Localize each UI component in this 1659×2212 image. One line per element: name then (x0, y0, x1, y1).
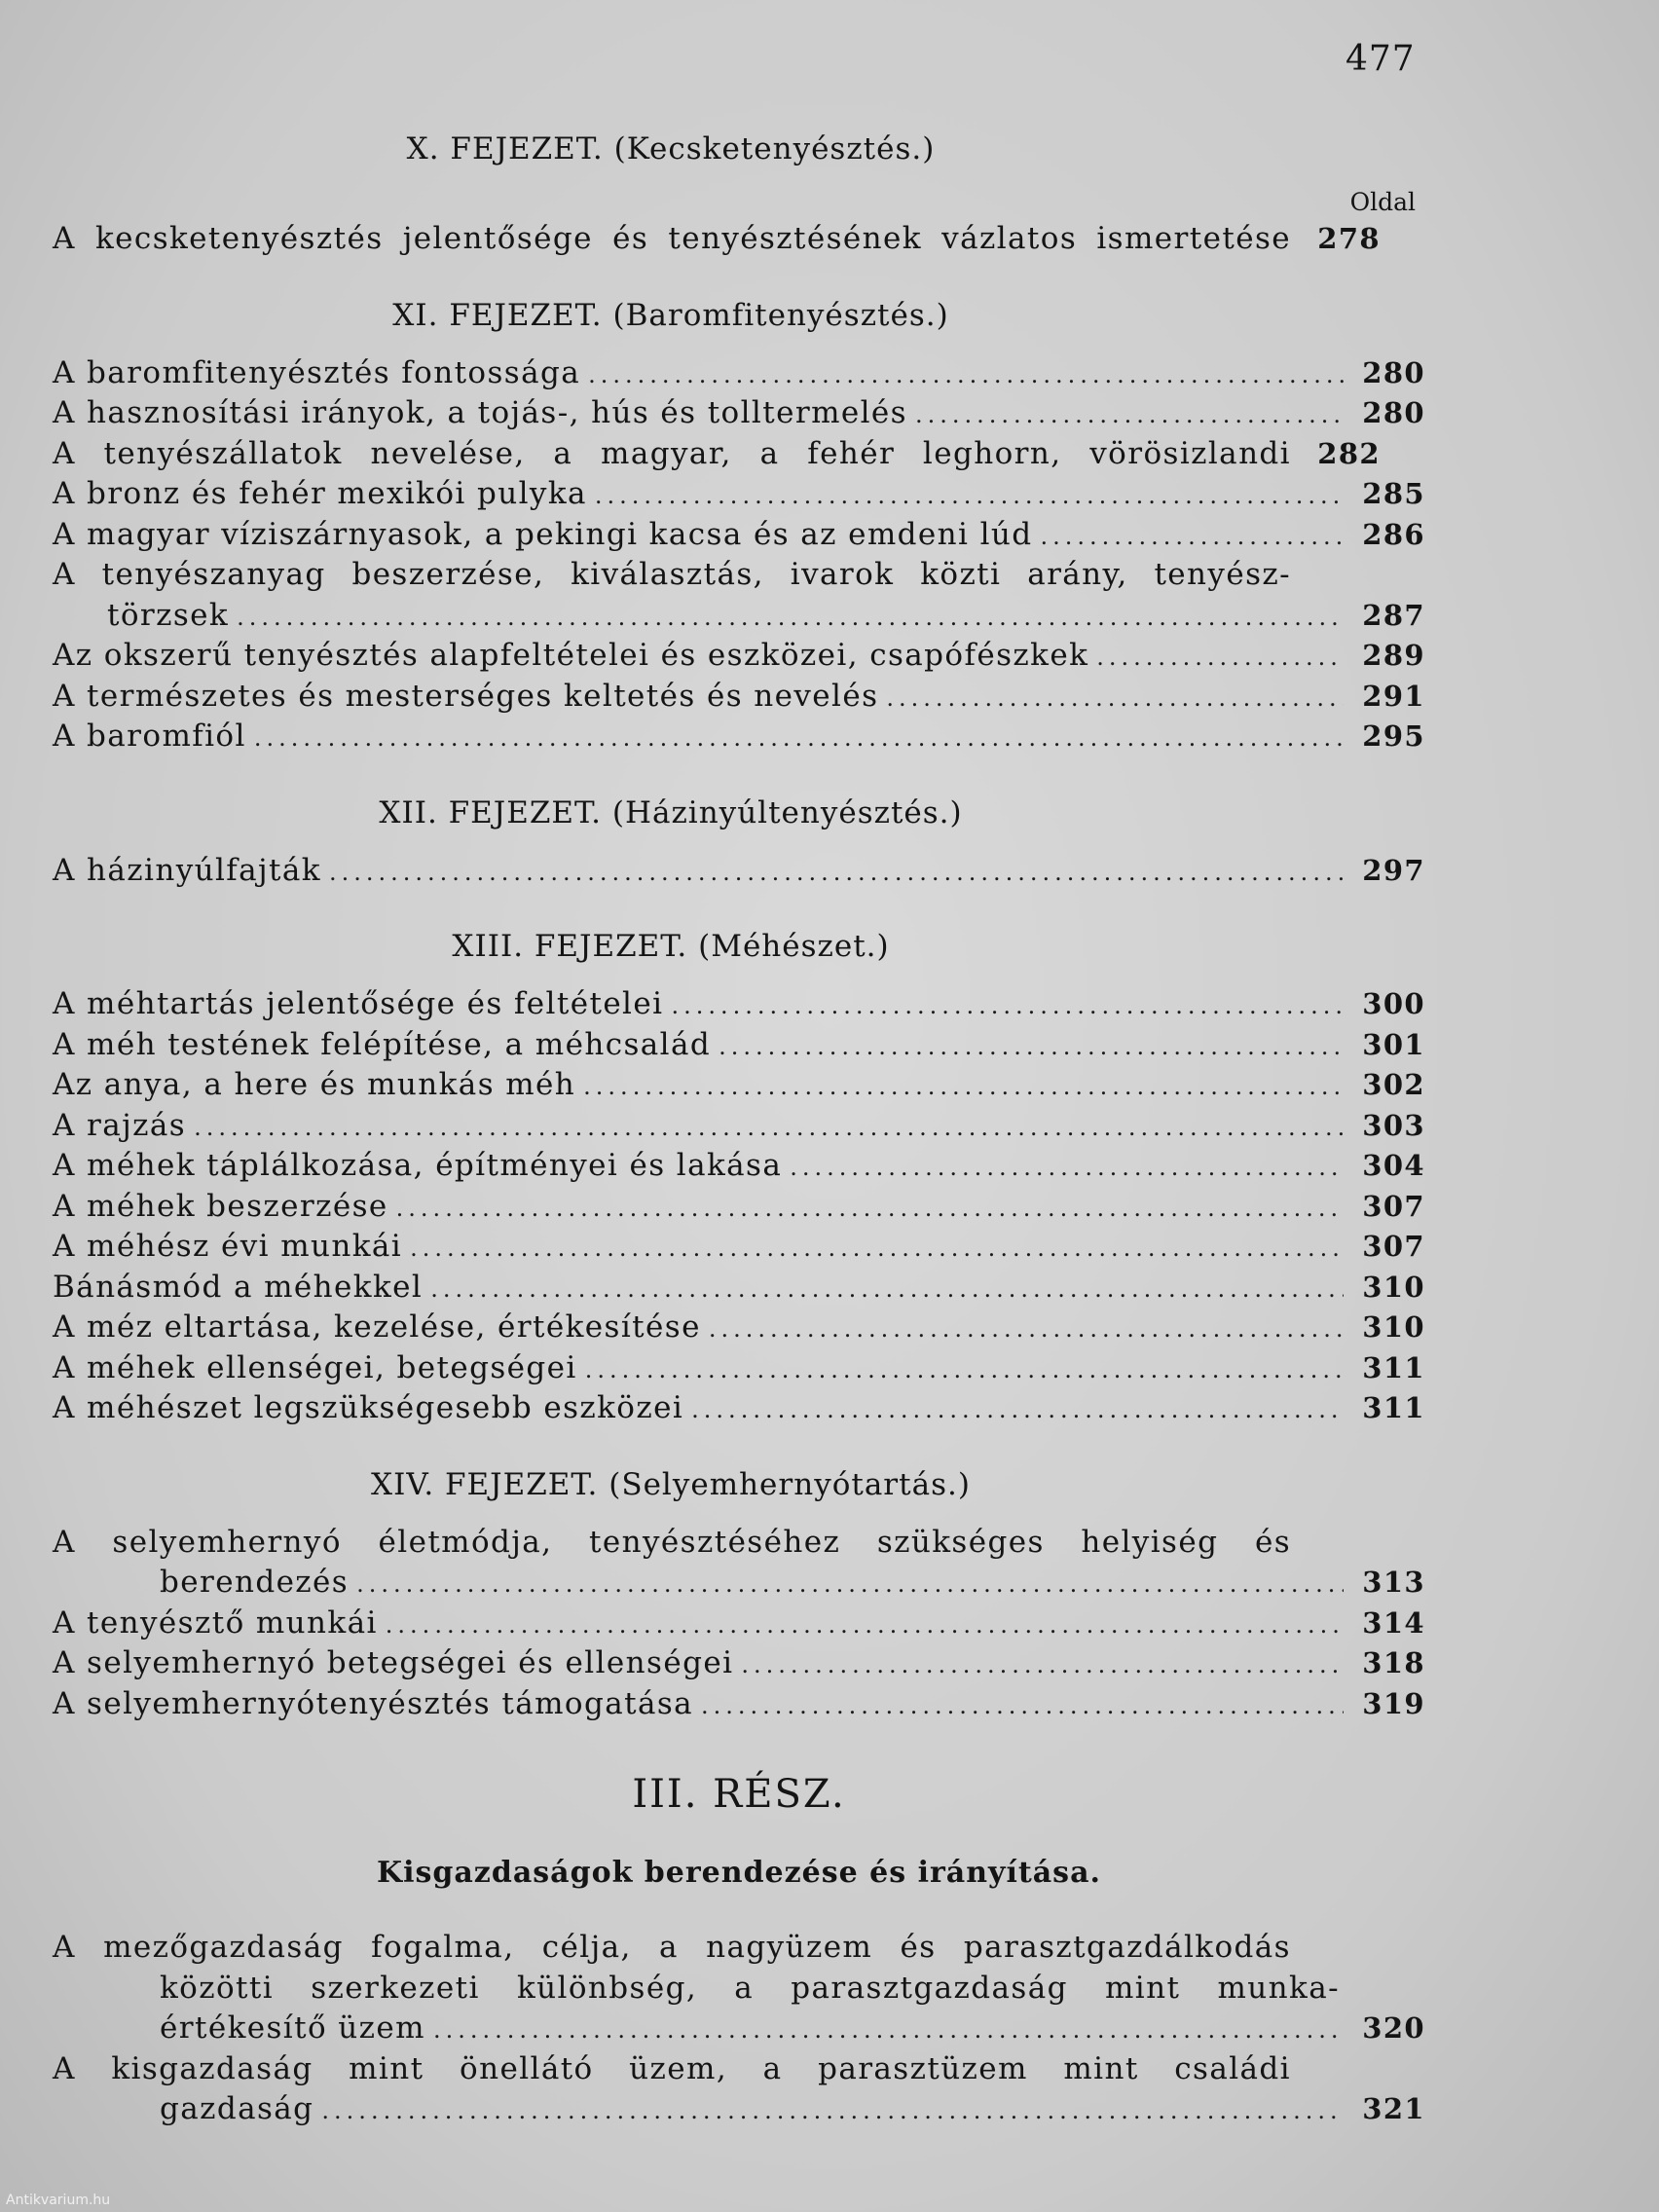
dot-leader (430, 1271, 1344, 1309)
toc-entry (53, 1026, 1425, 1067)
chapter-subtitle: (Selyemhernyótartás.) (608, 1466, 971, 1502)
entry-page-number: 280 (1362, 396, 1425, 429)
section-spacer (53, 261, 1425, 298)
dot-leader (671, 987, 1344, 1026)
dot-leader (741, 1646, 1344, 1685)
entry-page-number: 301 (1362, 1027, 1425, 1061)
toc-entry (53, 985, 1425, 1026)
chapter-subtitle: (Kecsketenyésztés.) (613, 131, 936, 166)
entry-title: A mezőgazdaság fogalma, célja, a nagyüzem és parasztgazdálkodás (53, 1930, 1291, 1965)
chapter-heading (53, 298, 1289, 333)
toc-entry (53, 718, 1425, 758)
entry-page-number: 286 (1362, 517, 1425, 551)
toc-entry (53, 2050, 1425, 2091)
dot-leader (585, 1351, 1344, 1390)
entry-title: Bánásmód a méhekkel (53, 1269, 424, 1305)
dot-leader (691, 1391, 1344, 1430)
entry-title: közötti szerkezeti különbség, a parasztgazdaság mint munka- (160, 1970, 1340, 2006)
entry-title: gazdaság (160, 2091, 314, 2126)
entry-title: A kisgazdaság mint önellátó üzem, a parasztüzem mint családi (53, 2050, 1291, 2086)
entry-page-number: 310 (1362, 1270, 1425, 1304)
entry-title: A baromfiól (53, 719, 246, 754)
entry-title: A tenyészanyag beszerzése, kiválasztás, ivarok közti arány, tenyész- (53, 557, 1291, 592)
entry-title: A tenyészállatok nevelése, a magyar, a fehér leghorn, vörösizlandi (53, 435, 1291, 471)
toc-entry (53, 1524, 1425, 1565)
toc-entry (53, 354, 1425, 395)
toc-entry (53, 1228, 1425, 1269)
entry-page-number: 303 (1362, 1108, 1425, 1142)
chapter-heading (53, 131, 1289, 166)
toc-entry (53, 1644, 1425, 1685)
chapter-heading (53, 795, 1289, 830)
toc-entry (53, 637, 1425, 678)
toc-entry (53, 556, 1425, 597)
entry-title: A hasznosítási irányok, a tojás-, hús és tolltermelés (53, 395, 907, 430)
entry-page-number: 321 (1362, 2092, 1425, 2125)
page-number: 477 (1346, 39, 1416, 79)
chapter-subtitle: (Házinyúltenyésztés.) (611, 794, 963, 830)
entry-page-number: 287 (1362, 598, 1425, 632)
chapter-number: X. FEJEZET. (406, 131, 604, 166)
page-column-header: Oldal (1349, 188, 1416, 216)
dot-leader (709, 1310, 1344, 1349)
section-spacer (53, 892, 1425, 929)
entry-page-number: 285 (1362, 477, 1425, 510)
entry-title: Az anya, a here és munkás méh (53, 1067, 576, 1102)
entry-page-number: 307 (1362, 1230, 1425, 1263)
toc-entry (53, 1066, 1425, 1107)
toc-entry (53, 1309, 1425, 1349)
toc-entry (53, 475, 1425, 516)
entry-page-number: 297 (1362, 853, 1425, 887)
entry-title: A selyemhernyó betegségei és ellenségei (53, 1645, 734, 1680)
entry-title: A kecsketenyésztés jelentősége és tenyésztésének vázlatos ismertetése (53, 221, 1291, 256)
entry-title: A méhek táplálkozása, építményei és lakása (53, 1148, 783, 1183)
toc-entry (53, 435, 1425, 476)
section-spacer (53, 1725, 1425, 1762)
dot-leader (194, 1109, 1344, 1148)
entry-title: A méhek beszerzése (53, 1188, 388, 1224)
entry-title: A természetes és mesterséges keltetés és nevelés (53, 678, 879, 714)
entry-page-number: 282 (1317, 436, 1381, 470)
entry-title: A selyemhernyó életmódja, tenyésztéséhez szükséges helyiség és (53, 1524, 1291, 1560)
toc-entry (53, 1685, 1425, 1726)
toc-entry (53, 1970, 1425, 2010)
dot-leader (356, 1566, 1344, 1604)
dot-leader (701, 1687, 1344, 1726)
entry-title: A méhtartás jelentősége és feltételei (53, 986, 664, 1021)
entry-title: A magyar víziszárnyasok, a pekingi kacsa és az emdeni lúd (53, 516, 1033, 552)
entry-title: berendezés (160, 1565, 350, 1600)
watermark: Antikvarium.hu (6, 2193, 111, 2208)
toc-entry (53, 852, 1425, 893)
toc-entry (53, 1929, 1425, 1970)
toc-entry (53, 394, 1425, 435)
dot-leader (588, 356, 1344, 395)
chapter-number: XIV. FEJEZET. (371, 1466, 599, 1502)
toc-entry (53, 1564, 1425, 1604)
entry-title: A méhész évi munkái (53, 1229, 403, 1264)
entry-title: A méhek ellenségei, betegségei (53, 1349, 577, 1385)
entry-page-number: 307 (1362, 1189, 1425, 1223)
chapter-number: XI. FEJEZET. (392, 297, 603, 333)
dot-leader (396, 1190, 1344, 1229)
toc-entry (53, 597, 1425, 638)
entry-page-number: 311 (1362, 1350, 1425, 1384)
dot-leader (321, 2092, 1344, 2131)
entry-title: A méh testének felépítése, a méhcsalád (53, 1026, 712, 1062)
dot-leader (237, 599, 1344, 638)
toc-entry (53, 1107, 1425, 1148)
entry-title: A baromfitenyésztés fontossága (53, 354, 581, 390)
table-of-contents (53, 131, 1425, 2131)
dot-leader (886, 680, 1344, 719)
dot-leader (790, 1149, 1344, 1188)
dot-leader (595, 477, 1344, 516)
entry-title: törzsek (107, 597, 230, 633)
dot-leader (386, 1606, 1344, 1645)
toc-entry (53, 1349, 1425, 1390)
toc-entry (53, 2090, 1425, 2131)
dot-leader (1041, 518, 1344, 557)
entry-title: A rajzás (53, 1107, 187, 1143)
dot-leader (410, 1230, 1344, 1269)
entry-title: A bronz és fehér mexikói pulyka (53, 476, 587, 511)
entry-title: A tenyésztő munkái (53, 1604, 378, 1641)
toc-entry (53, 678, 1425, 719)
toc-entry (53, 1604, 1425, 1645)
part-subtitle: Kisgazdaságok berendezése és irányítása. (377, 1856, 1101, 1890)
entry-page-number: 313 (1362, 1566, 1425, 1599)
entry-page-number: 318 (1362, 1646, 1425, 1679)
entry-title: Az okszerű tenyésztés alapfeltételei és eszközei, csapófészkek (53, 638, 1089, 673)
entry-page-number: 311 (1362, 1391, 1425, 1424)
entry-page-number: 314 (1362, 1605, 1425, 1640)
toc-entry (53, 1269, 1425, 1309)
dot-leader (915, 396, 1344, 435)
dot-leader (254, 719, 1344, 758)
section-spacer (53, 758, 1425, 795)
toc-entry (53, 516, 1425, 557)
entry-title: A méz eltartása, kezelése, értékesítése (53, 1309, 701, 1345)
entry-page-number: 319 (1362, 1686, 1425, 1720)
entry-page-number: 302 (1362, 1068, 1425, 1101)
chapter-number: XIII. FEJEZET. (452, 929, 688, 964)
entry-title: A házinyúlfajták (53, 852, 321, 888)
chapter-subtitle: (Baromfitenyésztés.) (612, 297, 949, 333)
entry-page-number: 300 (1362, 987, 1425, 1020)
entry-page-number: 278 (1317, 222, 1381, 255)
dot-leader (1096, 639, 1344, 678)
entry-page-number: 304 (1362, 1149, 1425, 1182)
entry-page-number: 280 (1362, 355, 1425, 389)
toc-entry (53, 2009, 1425, 2050)
chapter-heading (53, 929, 1289, 964)
entry-title: A selyemhernyótenyésztés támogatása (53, 1685, 694, 1721)
entry-page-number: 291 (1362, 679, 1425, 713)
dot-leader (433, 2011, 1344, 2050)
entry-page-number: 295 (1362, 719, 1425, 753)
chapter-number: XII. FEJEZET. (379, 794, 602, 830)
dot-leader (329, 854, 1344, 893)
part-heading: III. RÉSZ. (632, 1772, 846, 1817)
toc-entry (53, 1147, 1425, 1188)
dot-leader (583, 1068, 1344, 1107)
toc-entry (53, 220, 1425, 261)
entry-title: értékesítő üzem (160, 2010, 425, 2046)
entry-page-number: 320 (1362, 2011, 1425, 2045)
chapter-heading (53, 1467, 1289, 1502)
dot-leader (719, 1028, 1344, 1067)
entry-page-number: 310 (1362, 1310, 1425, 1344)
entry-title: A méhészet legszükségesebb eszközei (53, 1390, 684, 1425)
entry-page-number: 289 (1362, 639, 1425, 672)
toc-entry (53, 1389, 1425, 1430)
toc-entry (53, 1188, 1425, 1229)
section-spacer (53, 1430, 1425, 1467)
chapter-subtitle: (Méhészet.) (698, 929, 890, 964)
